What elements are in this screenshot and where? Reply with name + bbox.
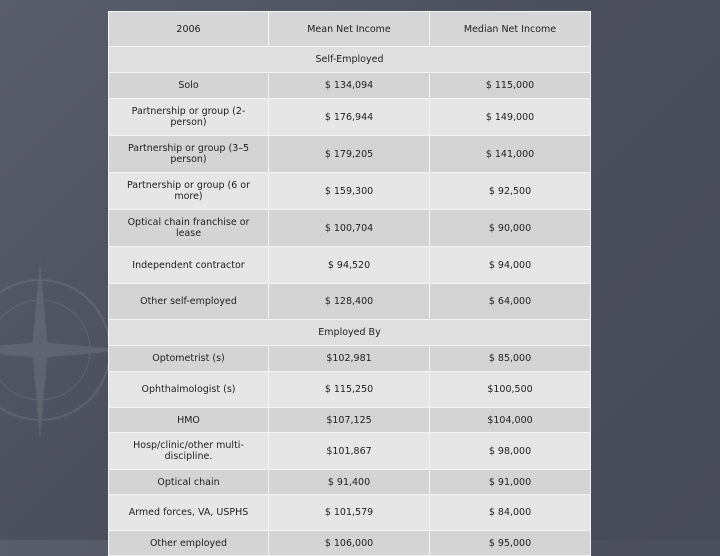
compass-watermark: [0, 230, 120, 530]
table-row: [109, 136, 591, 173]
row-label: Other self-employed: [109, 284, 269, 320]
mean-income-cell: $ 134,094: [269, 73, 430, 99]
row-label: Optometrist (s): [109, 346, 269, 372]
row-label: Independent contractor: [109, 247, 269, 284]
section-row: [109, 320, 591, 346]
table-row: [109, 433, 591, 470]
header-median: Median Net Income: [430, 12, 591, 47]
mean-income-cell: $101,867: [269, 433, 430, 470]
table-row: [109, 99, 591, 136]
median-income-cell: $ 85,000: [430, 346, 591, 372]
row-label: Partnership or group (3–5 person): [109, 136, 269, 173]
table-row: [109, 408, 591, 433]
row-label: Optical chain franchise or lease: [109, 210, 269, 247]
table-row: [109, 531, 591, 556]
row-label: Other employed: [109, 531, 269, 556]
table-row: [109, 73, 591, 99]
mean-income-cell: $ 101,579: [269, 495, 430, 531]
table-row: [109, 470, 591, 495]
header-year: 2006: [109, 12, 269, 47]
table-row: [109, 495, 591, 531]
table-row: [109, 247, 591, 284]
median-income-cell: $ 84,000: [430, 495, 591, 531]
row-label: Optical chain: [109, 470, 269, 495]
mean-income-cell: $ 91,400: [269, 470, 430, 495]
table-row: [109, 210, 591, 247]
row-label: HMO: [109, 408, 269, 433]
mean-income-cell: $ 106,000: [269, 531, 430, 556]
table-row: [109, 173, 591, 210]
mean-income-cell: $ 159,300: [269, 173, 430, 210]
median-income-cell: $ 64,000: [430, 284, 591, 320]
median-income-cell: $ 91,000: [430, 470, 591, 495]
mean-income-cell: $ 100,704: [269, 210, 430, 247]
row-label: Armed forces, VA, USPHS: [109, 495, 269, 531]
median-income-cell: $ 90,000: [430, 210, 591, 247]
median-income-cell: $ 141,000: [430, 136, 591, 173]
row-label: Ophthalmologist (s): [109, 372, 269, 408]
median-income-cell: $ 94,000: [430, 247, 591, 284]
median-income-cell: $100,500: [430, 372, 591, 408]
mean-income-cell: $ 179,205: [269, 136, 430, 173]
table-row: [109, 372, 591, 408]
section-row: [109, 47, 591, 73]
median-income-cell: $ 92,500: [430, 173, 591, 210]
mean-income-cell: $102,981: [269, 346, 430, 372]
header-mean: Mean Net Income: [269, 12, 430, 47]
row-label: Partnership or group (6 or more): [109, 173, 269, 210]
mean-income-cell: $ 176,944: [269, 99, 430, 136]
mean-income-cell: $107,125: [269, 408, 430, 433]
income-table: [108, 11, 591, 556]
table-row: [109, 284, 591, 320]
row-label: Partnership or group (2-person): [109, 99, 269, 136]
mean-income-cell: $ 94,520: [269, 247, 430, 284]
mean-income-cell: $ 128,400: [269, 284, 430, 320]
row-label: Solo: [109, 73, 269, 99]
table-row: [109, 346, 591, 372]
section-title: Employed By: [109, 320, 591, 346]
median-income-cell: $ 98,000: [430, 433, 591, 470]
median-income-cell: $ 149,000: [430, 99, 591, 136]
row-label: Hosp/clinic/other multi-discipline.: [109, 433, 269, 470]
mean-income-cell: $ 115,250: [269, 372, 430, 408]
section-title: Self-Employed: [109, 47, 591, 73]
median-income-cell: $ 95,000: [430, 531, 591, 556]
header-row: [109, 12, 591, 47]
median-income-cell: $ 115,000: [430, 73, 591, 99]
median-income-cell: $104,000: [430, 408, 591, 433]
